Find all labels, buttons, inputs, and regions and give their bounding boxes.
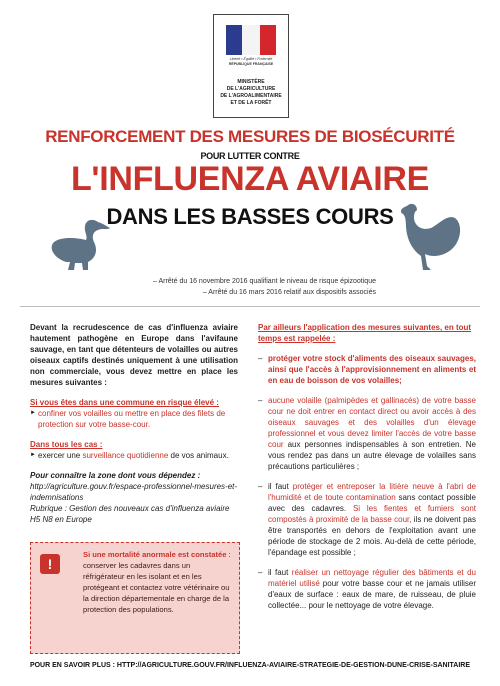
all-cases-item-post: de vos animaux. [168, 451, 229, 460]
section-divider [20, 306, 480, 307]
measure-item-2-highlight: aucune volaille (palmipèdes et gallinacés) de votre basse cour ne doit entrer en contact direct ou avoir accès à des oiseaux sauvages et des volailles d'un élevage professionnel et vous devez limiter l'accès de votre basse cour [268, 396, 476, 449]
arrow-bullet-icon: ► [30, 452, 36, 458]
alert-text [83, 549, 233, 615]
flag-blue-band [226, 25, 242, 55]
right-heading: Par ailleurs l'application des mesures suivantes, en tout temps est rappelée : [258, 323, 472, 343]
ministry-logo [213, 14, 289, 118]
left-column [30, 322, 238, 525]
measure-item-3-c: ils ne doivent pas être transportés en dehors de l'exploitation avant une période de stockage de 2 mois. Au-delà de cette période, l'épandage est possible ; [268, 515, 476, 557]
all-cases-item [38, 450, 229, 461]
zone-rubric: Rubrique : Gestion des nouveaux cas d'influenza aviaire H5 N8 en Europe [30, 504, 230, 524]
zone-label: Pour connaître la zone dont vous dépendez : [30, 471, 201, 480]
zone-url-link[interactable]: http://agriculture.gouv.fr/espace-professionnel-mesures-et-indemnisations [30, 482, 238, 502]
headline-line-1: RENFORCEMENT DES MESURES DE BIOSÉCURITÉ [45, 127, 455, 146]
exclamation-icon: ! [40, 554, 60, 574]
arrete-line-2: – Arrêté du 16 mars 2016 relatif aux dispositifs associés [202, 289, 376, 296]
hen-silhouette-icon [397, 200, 463, 274]
measure-item-4-b: pour votre basse cour et ne jamais utiliser d'eaux de surface : eaux de mare, de ruisseau, de pluie collectée... pour le nettoyage de votre élevage. [268, 579, 476, 610]
measure-item-3-a: il faut [268, 482, 293, 491]
footer-more-info[interactable]: POUR EN SAVOIR PLUS : HTTP://AGRICULTURE.GOUV.FR/INFLUENZA-AVIAIRE-STRATEGIE-DE-GESTION-DUNE-CRISE-SANITAIRE [29, 662, 471, 669]
risk-zone-title: Si vous êtes dans une commune en risque élevé : [30, 398, 219, 407]
risk-zone-item: confiner vos volailles ou mettre en place des filets de protection sur votre basse-cour. [38, 409, 226, 429]
flag-red-band [260, 25, 276, 55]
republic-motto: Liberté • Égalité • Fraternité [229, 57, 273, 61]
headline-line-4: DANS LES BASSES COURS [106, 204, 394, 229]
measure-item-1: – protéger votre stock d'aliments des oiseaux sauvages, ainsi que l'accès à l'approvisionnement en aliments et en eau de boisson de vos volailles; [258, 354, 476, 385]
duck-silhouette-icon [48, 212, 112, 274]
arrete-line-1: – Arrêté du 16 novembre 2016 qualifiant le niveau de risque épizootique [153, 278, 376, 285]
measure-item-3: – il faut protéger et entreposer la litière neuve à l'abri de l'humidité et de toute contamination sans contact possible avec des cadavres. Si les fientes et fumiers sont compostés à proximité de la basse cour, ils ne doivent pas être transportés en dehors de l'exploitation avant une période de stockage de 2 mois. Au-delà de cette période, l'épandage est possible ; [258, 482, 477, 557]
arrow-bullet-icon: ► [30, 410, 36, 416]
measure-item-3-highlight-2: Si les fientes et fumiers sont compostés à proximité de la basse cour, [268, 504, 476, 524]
measure-item-4: – il faut réaliser un nettoyage régulier des bâtiments et du matériel utilisé pour votre basse cour et ne jamais utiliser d'eaux de surface : eaux de mare, de ruisseau, de pluie collectée... pour le nettoyage de votre élevage. [258, 568, 477, 610]
legal-references [118, 276, 376, 298]
all-cases-item-pre: exercer une [38, 451, 83, 460]
marianne-flag-icon [226, 25, 276, 55]
measure-item-3-b: sans contact possible avec des cadavres. [268, 493, 477, 513]
measure-item-2-text: aux personnes indispensables à son entretien. Ne vous rendez pas dans un autre élevage de volailles sans précautions particulières ; [268, 440, 476, 471]
headline-line-2: POUR LUTTER CONTRE [200, 151, 300, 161]
flag-white-band [242, 25, 260, 55]
alert-body: : conserver les cadavres dans un réfrigérateur en les isolant et en les protégeant et contactez votre vétérinaire ou la direction départementale en charge de la protection des populations. [83, 550, 231, 614]
measure-item-1-text: protéger votre stock d'aliments des oiseaux sauvages, ainsi que l'accès à l'approvisionnement en aliments et en eau de boisson de vos volailles; [268, 354, 476, 385]
republic-name: RÉPUBLIQUE FRANÇAISE [228, 62, 274, 66]
measure-item-3-highlight-1: protéger et entreposer la litière neuve à l'abri de l'humidité et de toute contamination [268, 482, 476, 502]
all-cases-title: Dans tous les cas : [30, 440, 103, 449]
headline-line-3: L'INFLUENZA AVIAIRE [70, 160, 430, 198]
right-column [258, 322, 476, 611]
measure-item-4-a: il faut [268, 568, 292, 577]
ministry-name: MINISTÈRE DE L'AGRICULTURE DE L'AGROALIMENTAIRE ET DE LA FORÊT [220, 79, 282, 106]
alert-label: Si une mortalité anormale est constatée [83, 550, 227, 559]
measure-item-4-highlight: réaliser un nettoyage régulier des bâtiments et du matériel utilisé [268, 568, 477, 588]
mortality-alert-box [30, 542, 240, 654]
intro-paragraph: Devant la recrudescence de cas d'influenza aviaire hautement pathogène en Europe dans l'avifaune sauvage, en tant que détenteurs de volailles ou autres oiseaux captifs destinés uniquement à une utilisation non commerciale, vous devez mettre en place les mesures suivantes : [30, 323, 238, 387]
all-cases-item-highlight: surveillance quotidienne [82, 451, 169, 460]
measure-item-2: – aucune volaille (palmipèdes et gallinacés) de votre basse cour ne doit entrer en contact direct ou avoir accès à des oiseaux sauvages et des volailles d'un élevage professionnel et vous devez limiter l'accès de votre basse cour aux personnes indispensables à son entretien. Ne vous rendez pas dans un autre élevage de volailles sans précautions particulières ; [258, 396, 476, 471]
